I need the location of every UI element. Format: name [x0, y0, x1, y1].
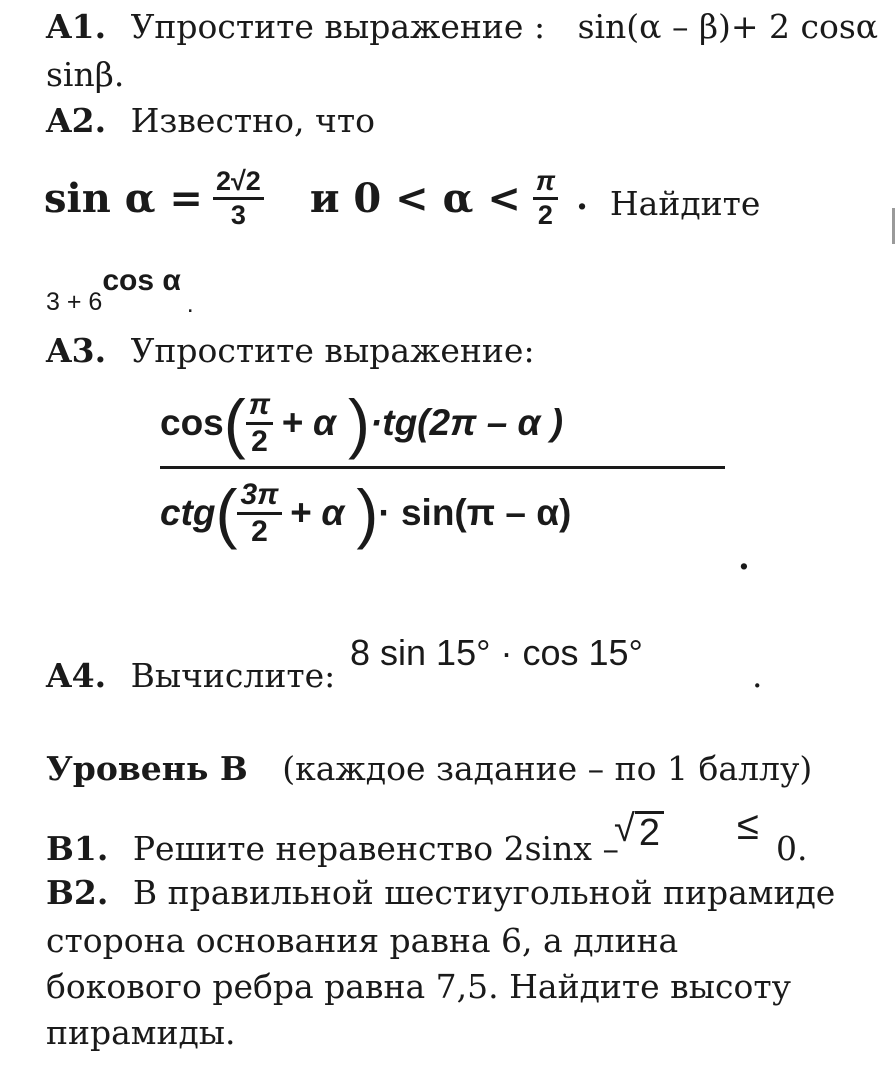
task-a2 — [46, 101, 375, 141]
task-b1-relation: ≤ — [737, 804, 759, 848]
fraction-numerator: π — [533, 166, 558, 200]
sqrt-icon: √ — [614, 808, 635, 850]
numerator-rest: + α — [281, 402, 336, 443]
task-b2-line2: сторона основания равна 6, а длина — [46, 921, 679, 960]
numerator-fraction — [246, 388, 273, 459]
task-a1-text: Упростите выражение : — [130, 7, 546, 46]
task-a2-expr-base: 3 + 6 — [46, 288, 103, 316]
task-b1-sqrt — [614, 806, 664, 852]
task-a2-condition: и 0 < α < — [309, 174, 521, 222]
fraction-denominator: 3 — [230, 199, 246, 230]
task-a2-fraction-value — [213, 166, 264, 231]
task-a2-label: A2. — [46, 101, 107, 140]
task-b2-line3: бокового ребра равна 7,5. Найдите высоту — [46, 967, 792, 1006]
level-b-header — [46, 749, 812, 789]
fraction-numerator: 2√2 — [213, 166, 264, 200]
level-b-title: Уровень В — [46, 749, 248, 788]
task-a2-expr-period: . — [186, 290, 194, 318]
task-b2 — [46, 873, 835, 913]
numerator-func: cos — [160, 402, 224, 443]
task-b1-tail: 0. — [776, 829, 808, 868]
denominator-tail: · sin(π – α) — [378, 492, 572, 533]
task-a4-label: A4. — [46, 656, 107, 695]
paren-open: ( — [223, 386, 246, 460]
task-a2-tail: Найдите — [609, 184, 761, 223]
fraction-denominator: 2 — [537, 199, 553, 230]
task-b2-label: B2. — [46, 873, 109, 912]
task-a4 — [46, 656, 335, 696]
task-a4-expression: 8 sin 15° · cos 15° — [350, 632, 643, 673]
task-a2-expression — [46, 264, 194, 322]
task-a2-period: . — [576, 178, 588, 218]
task-a4-period: . — [752, 656, 763, 695]
task-a3-formula — [160, 382, 725, 557]
paren-close: ) — [347, 386, 370, 460]
task-a1-label: A1. — [46, 7, 107, 46]
task-a3 — [46, 331, 535, 371]
task-a2-fraction-bound — [533, 166, 558, 231]
denominator-rest: + α — [289, 492, 345, 533]
task-a1 — [46, 7, 878, 47]
task-a1-expression-cont: sinβ. — [46, 55, 125, 94]
fraction-numerator: π — [246, 388, 273, 425]
task-a1-expression: sin(α – β)+ 2 cosα — [577, 7, 879, 46]
task-a3-text: Упростите выражение: — [130, 331, 535, 370]
formula-numerator — [160, 382, 563, 464]
task-b1-label: B1. — [46, 829, 109, 868]
formula-denominator — [160, 472, 571, 554]
task-b2-line4: пирамиды. — [46, 1013, 236, 1052]
numerator-tail: ·tg(2π – α ) — [369, 402, 564, 443]
task-a2-formula — [44, 152, 760, 244]
fraction-numerator: 3π — [237, 478, 281, 515]
level-b-note: (каждое задание – по 1 баллу) — [282, 749, 813, 788]
task-b2-line1: В правильной шестиугольной пирамиде — [132, 873, 836, 912]
fraction-denominator: 2 — [251, 424, 268, 458]
denominator-fraction — [237, 478, 281, 549]
task-a2-lhs: sin α = — [44, 174, 203, 222]
task-a2-text: Известно, что — [130, 101, 375, 140]
task-b1 — [46, 829, 619, 869]
fraction-bar — [160, 466, 725, 469]
sqrt-radicand: 2 — [635, 811, 664, 852]
task-a3-label: A3. — [46, 331, 107, 370]
fraction-denominator: 2 — [251, 514, 268, 548]
denominator-func: ctg — [160, 492, 216, 533]
task-a3-period: . — [738, 538, 750, 578]
task-b1-text: Решите неравенство 2sinx – — [132, 829, 619, 868]
paren-close: ) — [356, 476, 379, 550]
paren-open: ( — [215, 476, 238, 550]
task-a4-text: Вычислите: — [130, 656, 336, 695]
task-a2-expr-exponent: cos α — [102, 264, 181, 297]
